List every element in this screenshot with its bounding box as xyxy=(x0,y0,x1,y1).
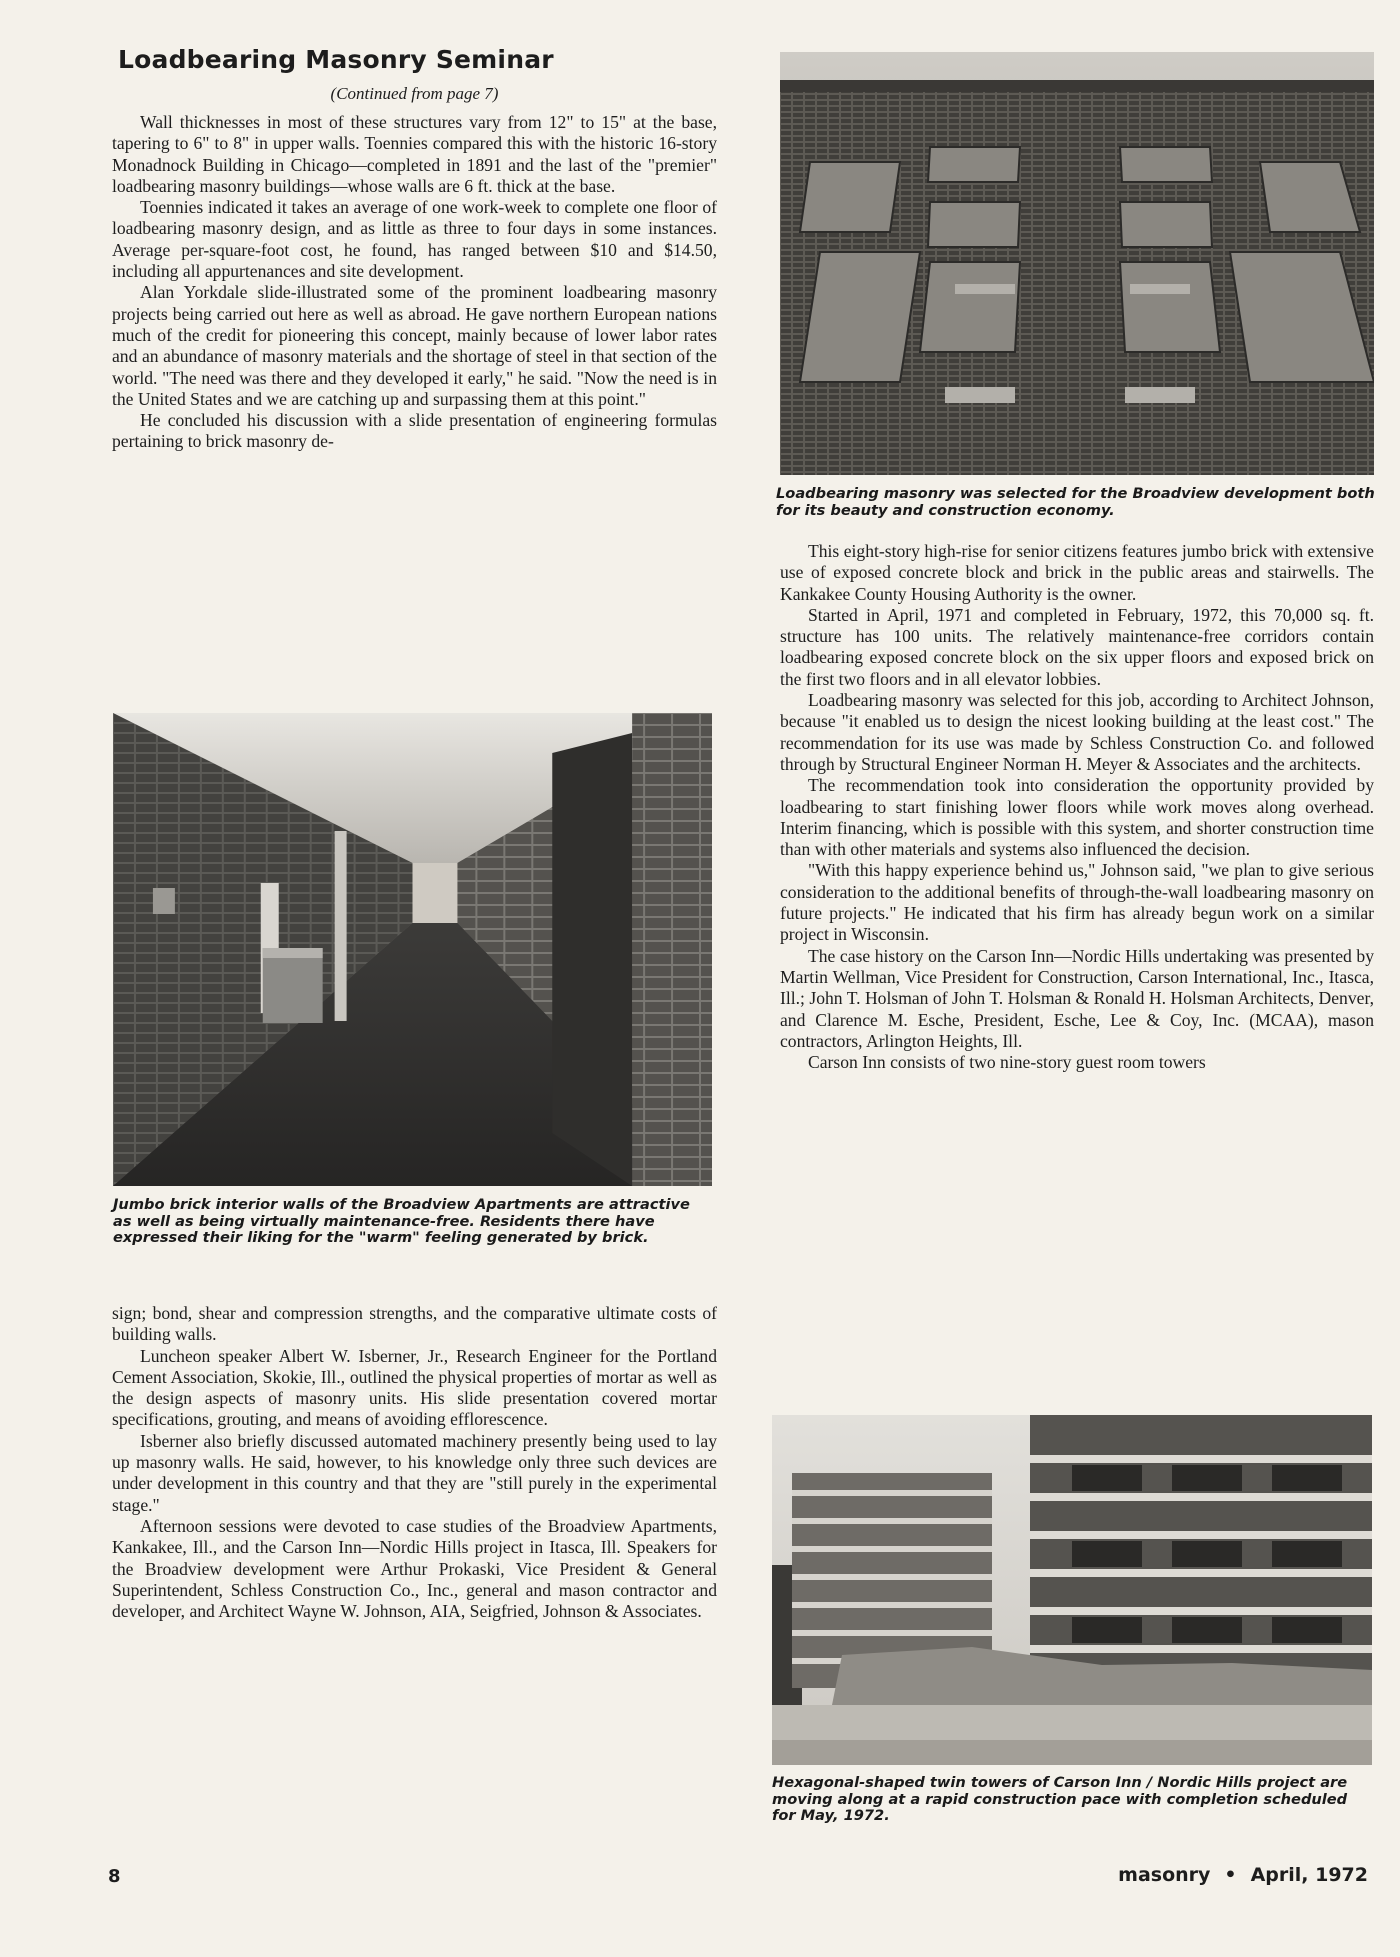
corridor-caption: Jumbo brick interior walls of the Broadview Apartments are attractive as well as being virtually maintenance-free. Residents there have expressed their liking for the "warm" feeling generated by brick. xyxy=(113,1196,690,1246)
footer-separator: • xyxy=(1224,1864,1237,1886)
left-bottom-text xyxy=(112,1303,717,1622)
paragraph: The recommendation took into consideration the opportunity provided by loadbearing to start finishing lower floors while work moves along overhead. Interim financing, which is possible with this system, and shorter construction time than with other materials and systems also influenced the decision. xyxy=(780,775,1374,860)
article-title: Loadbearing Masonry Seminar xyxy=(118,45,554,74)
left-column xyxy=(112,45,717,453)
left-bottom-column xyxy=(112,1303,717,1622)
continued-note: (Continued from page 7) xyxy=(330,84,499,103)
right-text xyxy=(780,541,1374,1073)
paragraph: sign; bond, shear and compression strengths, and the comparative ultimate costs of building walls. xyxy=(112,1303,717,1345)
paragraph: Isberner also briefly discussed automated machinery presently being used to lay up masonry walls. He said, however, to his knowledge only three such devices are under development in this country and that they are "still purely in the experimental stage." xyxy=(112,1430,717,1515)
paragraph: Started in April, 1971 and completed in February, 1972, this 70,000 sq. ft. structure has 100 units. The relatively maintenance-free corridors contain loadbearing exposed concrete block on the six upper floors and exposed brick on the first two floors and in all elevator lobbies. xyxy=(780,604,1374,689)
paragraph: Toennies indicated it takes an average of one work-week to complete one floor of loadbearing masonry design, and as little as three to four days in some instances. Average per-square-foot cost, he found, has ranged between $10 and $14.50, including all appurtenances and site development. xyxy=(112,197,717,282)
paragraph: This eight-story high-rise for senior citizens features jumbo brick with extensive use of exposed concrete block and brick in the public areas and stairwells. The Kankakee County Housing Authority is the owner. xyxy=(780,541,1374,604)
paragraph: He concluded his discussion with a slide presentation of engineering formulas pertaining to brick masonry de- xyxy=(112,410,717,452)
paragraph: Afternoon sessions were devoted to case studies of the Broadview Apartments, Kankakee, Ill., and the Carson Inn—Nordic Hills project in Itasca, Ill. Speakers for the Broadview development were Arthur Prokaski, Vice President & General Superintendent, Schless Construction Co., Inc., general and mason contractor and developer, and Architect Wayne W. Johnson, AIA, Seigfried, Johnson & Associates. xyxy=(112,1515,717,1622)
paragraph: Wall thicknesses in most of these structures vary from 12" to 15" at the base, tapering to 6" to 8" in upper walls. Toennies compared this with the historic 16-story Monadnock Building in Chicago—completed in 1891 and the last of the "premier" loadbearing masonry buildings—whose walls are 6 ft. thick at the base. xyxy=(112,112,717,196)
paragraph: The case history on the Carson Inn—Nordic Hills undertaking was presented by Martin Wellman, Vice President for Construction, Carson International, Inc., Itasca, Ill.; John T. Holsman of John T. Holsman & Ronald H. Holsman Architects, Denver, and Clarence M. Esche, President, Esche, Lee & Coy, Inc. (MCAA), mason contractors, Arlington Heights, Ill. xyxy=(780,945,1374,1051)
issue-date: April, 1972 xyxy=(1250,1864,1368,1886)
page-number: 8 xyxy=(108,1866,121,1887)
towers-photo xyxy=(772,1415,1372,1765)
right-column xyxy=(780,541,1374,1073)
magazine-name: masonry xyxy=(1118,1864,1211,1886)
footer-info xyxy=(1118,1864,1368,1886)
paragraph: Alan Yorkdale slide-illustrated some of the prominent loadbearing masonry projects being carried out here as well as abroad. He gave northern European nations much of the credit for pioneering this concept, mainly because of lower labor rates and an abundance of masonry materials and the shortage of steel in that section of the world. "The need was there and they developed it early," he said. "Now the need is in the United States and we are catching up and surpassing them at this point." xyxy=(112,282,717,409)
towers-caption: Hexagonal-shaped twin towers of Carson Inn / Nordic Hills project are moving along at a rapid construction pace with completion scheduled for May, 1972. xyxy=(772,1774,1348,1824)
facade-photo xyxy=(780,52,1374,475)
paragraph: Carson Inn consists of two nine-story guest room towers xyxy=(808,1052,1206,1073)
paragraph: Loadbearing masonry was selected for this job, according to Architect Johnson, because "it enabled us to design the nicest looking building at the least cost." The recommendation for its use was made by Schless Construction Co. and followed through by Structural Engineer Norman H. Meyer & Associates and the architects. xyxy=(780,690,1374,774)
left-top-text xyxy=(112,112,717,453)
facade-caption: Loadbearing masonry was selected for the Broadview development both for its beauty and construction economy. xyxy=(776,485,1375,519)
paragraph: Luncheon speaker Albert W. Isberner, Jr., Research Engineer for the Portland Cement Association, Skokie, Ill., outlined the physical properties of mortar as well as the design aspects of masonry units. His slide presentation covered mortar specifications, grouting, and means of avoiding efflorescence. xyxy=(112,1345,717,1430)
paragraph: "With this happy experience behind us," Johnson said, "we plan to give serious consideration to the additional benefits of through-the-wall loadbearing masonry on future projects." He indicated that his firm has already begun work on a similar project in Wisconsin. xyxy=(780,860,1374,945)
corridor-photo xyxy=(113,713,712,1186)
